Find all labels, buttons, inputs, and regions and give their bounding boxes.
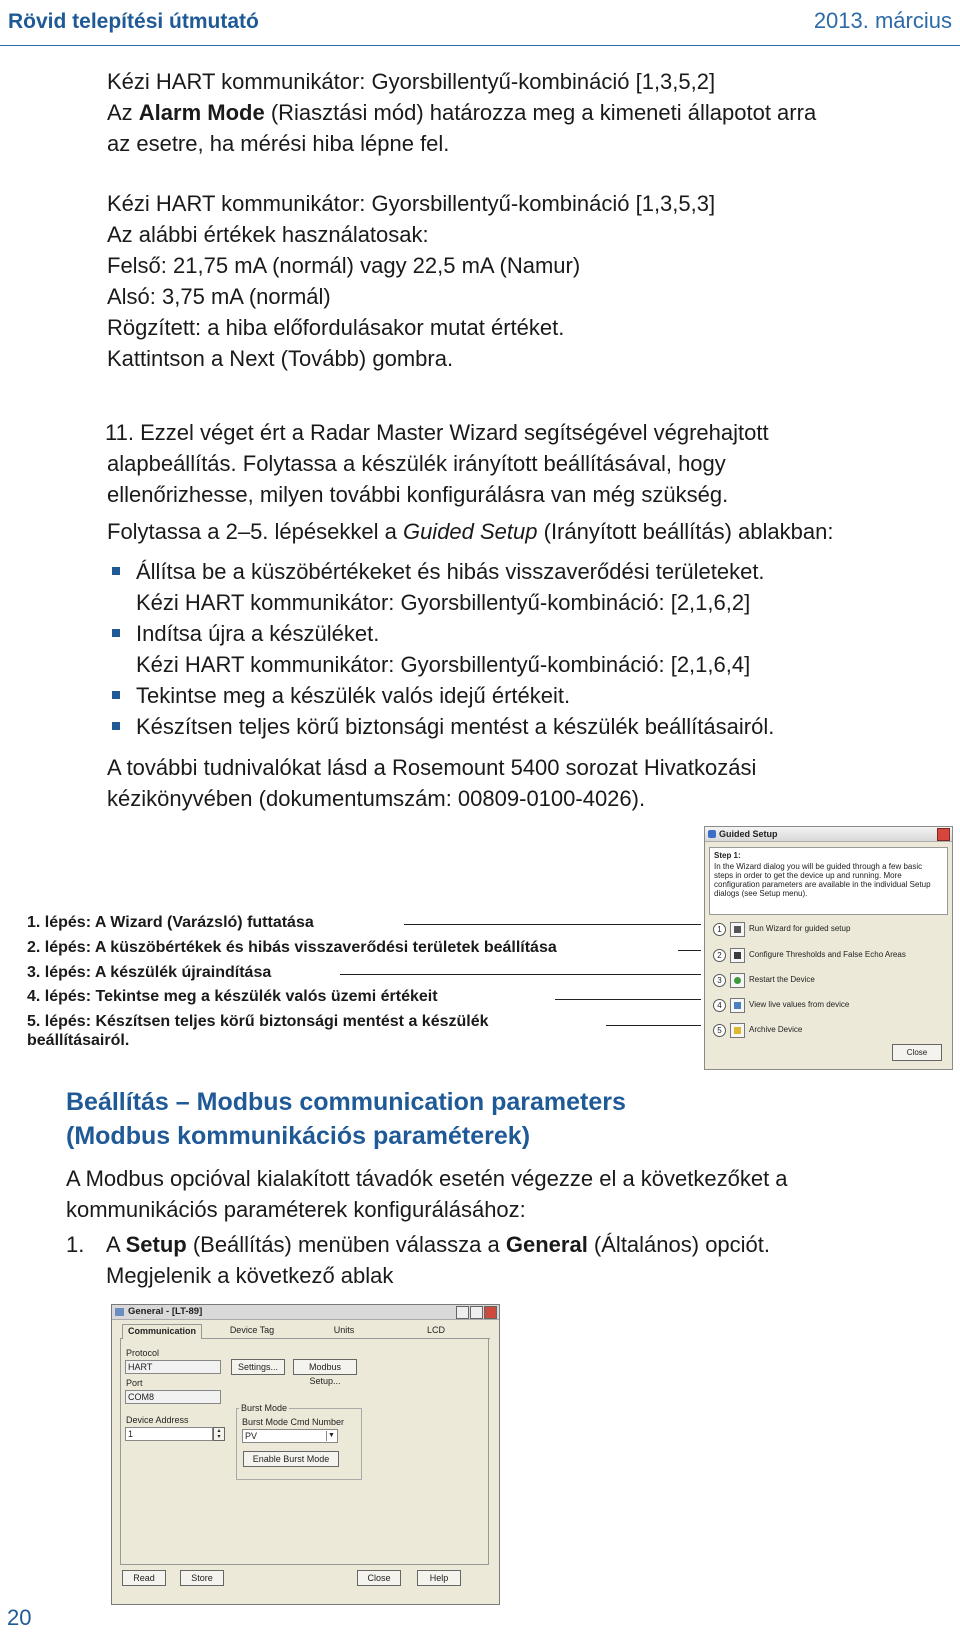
guided-row-1 bbox=[713, 922, 943, 938]
tab-communication[interactable]: Communication bbox=[122, 1324, 202, 1339]
step-label-5-line2: beállításairól. bbox=[27, 1032, 130, 1049]
header-rule bbox=[0, 45, 960, 46]
step-number-badge: 5 bbox=[713, 1024, 726, 1037]
app-icon bbox=[708, 830, 716, 838]
close-icon[interactable] bbox=[937, 828, 950, 841]
close-icon[interactable] bbox=[484, 1306, 497, 1319]
protocol-label: Protocol bbox=[126, 1348, 160, 1358]
bullet-4: Készítsen teljes körű biztonsági mentést a készülék beállításairól. bbox=[112, 711, 952, 742]
window-icon bbox=[115, 1308, 124, 1316]
address-spinner-icon[interactable]: ▴ ▾ bbox=[213, 1427, 225, 1441]
bullet-1-sub: Kézi HART kommunikátor: Gyorsbillentyű-kombináció: [2,1,6,2] bbox=[136, 590, 751, 615]
bullet-square-icon bbox=[112, 629, 120, 637]
restart-device-button[interactable] bbox=[730, 973, 745, 988]
p1-line1: Kézi HART kommunikátor: Gyorsbillentyű-kombináció [1,3,5,2] bbox=[107, 69, 716, 94]
step-label-4: 4. lépés: Tekintse meg a készülék valós üzemi értékeit bbox=[27, 988, 438, 1005]
guided-setup-description-panel bbox=[709, 847, 948, 915]
general-window bbox=[111, 1304, 500, 1605]
guided-setup-title: Guided Setup bbox=[719, 829, 778, 839]
section-step-1-line2: Megjelenik a következő ablak bbox=[106, 1263, 394, 1288]
general-titlebar bbox=[112, 1305, 499, 1320]
step11-line3: ellenőrizhesse, milyen további konfigurálásra van még szükség. bbox=[107, 482, 729, 507]
section-step-1-line1: 1. A Setup (Beállítás) menüben válassza a General (Általános) opciót. bbox=[66, 1232, 771, 1257]
live-values-icon bbox=[734, 1002, 741, 1009]
bullet-2-sub: Kézi HART kommunikátor: Gyorsbillentyű-kombináció: [2,1,6,4] bbox=[136, 652, 751, 677]
guided-close-button[interactable]: Close bbox=[892, 1044, 942, 1061]
guided-setup-desc: In the Wizard dialog you will be guided through a few basic steps in order to get the device up and running. More configuration parameters are available in the individual Setup dialogs (see Setup menu). bbox=[714, 862, 931, 898]
section-intro-line1: A Modbus opcióval kialakított távadók esetén végezze el a következőket a bbox=[66, 1166, 788, 1191]
view-live-values-button[interactable] bbox=[730, 998, 745, 1013]
settings-button[interactable]: Settings... bbox=[231, 1359, 285, 1375]
bullet-square-icon bbox=[112, 691, 120, 699]
guided-row-label: Run Wizard for guided setup bbox=[749, 924, 851, 933]
store-button[interactable]: Store bbox=[180, 1570, 224, 1586]
guided-row-5 bbox=[713, 1023, 943, 1039]
leader-line-5 bbox=[606, 1025, 701, 1026]
leader-line-2 bbox=[678, 950, 701, 951]
guided-row-4 bbox=[713, 998, 943, 1014]
section-intro bbox=[66, 1163, 946, 1225]
thresholds-icon bbox=[734, 952, 741, 959]
section-intro-line2: kommunikációs paraméterek konfigurálásához: bbox=[66, 1197, 526, 1222]
p2-line6: Kattintson a Next (Tovább) gombra. bbox=[107, 346, 454, 371]
section-step-1 bbox=[66, 1229, 946, 1291]
step-number-badge: 3 bbox=[713, 974, 726, 987]
p2-line3: Felső: 21,75 mA (normál) vagy 22,5 mA (Namur) bbox=[107, 253, 581, 278]
leader-line-4 bbox=[555, 999, 701, 1000]
general-title: General - [LT-89] bbox=[128, 1306, 203, 1317]
close-button[interactable]: Close bbox=[357, 1570, 401, 1586]
paragraph-alarm-values bbox=[107, 188, 952, 374]
reference-note bbox=[107, 752, 952, 814]
guided-setup-step: Step 1: bbox=[714, 851, 741, 860]
wizard-icon bbox=[734, 926, 741, 933]
step11-continue: Folytassa a 2–5. lépésekkel a Guided Setup (Irányított beállítás) ablakban: bbox=[107, 519, 834, 544]
port-field: COM8 bbox=[125, 1390, 221, 1404]
leader-line-1 bbox=[404, 924, 701, 925]
burst-mode-group bbox=[236, 1403, 362, 1480]
bullet-list bbox=[112, 556, 952, 742]
step-label-5 bbox=[27, 1012, 489, 1050]
guided-row-label: Configure Thresholds and False Echo Areas bbox=[749, 950, 906, 959]
p1-line2: Az Alarm Mode (Riasztási mód) határozza meg a kimeneti állapotot arra bbox=[107, 100, 817, 125]
step-label-3: 3. lépés: A készülék újraindítása bbox=[27, 964, 272, 981]
step11-line2: alapbeállítás. Folytassa a készülék irányított beállításával, hogy bbox=[107, 451, 726, 476]
guided-setup-window bbox=[704, 826, 953, 1070]
burst-mode-group-label: Burst Mode bbox=[241, 1403, 288, 1413]
archive-icon bbox=[734, 1027, 741, 1034]
ref-line1: A további tudnivalókat lásd a Rosemount 5400 sorozat Hivatkozási bbox=[107, 755, 757, 780]
communication-panel bbox=[120, 1338, 489, 1565]
step-label-5-line1: 5. lépés: Készítsen teljes körű biztonsági mentést a készülék bbox=[27, 1013, 489, 1030]
header-title: Rövid telepítési útmutató bbox=[8, 10, 259, 33]
chevron-down-icon[interactable]: ▼ bbox=[326, 1431, 336, 1441]
header-date: 2013. március bbox=[813, 8, 952, 33]
section-title-line2: (Modbus kommunikációs paraméterek) bbox=[66, 1122, 531, 1150]
run-wizard-button[interactable] bbox=[730, 922, 745, 937]
guided-setup-titlebar bbox=[705, 827, 952, 842]
tab-lcd[interactable]: LCD bbox=[426, 1325, 445, 1335]
paragraph-alarm-mode bbox=[107, 66, 952, 159]
page-number: 20 bbox=[7, 1605, 32, 1630]
step-label-1: 1. lépés: A Wizard (Varázsló) futtatása bbox=[27, 914, 314, 931]
burst-cmd-select[interactable]: PV ▼ bbox=[242, 1429, 338, 1443]
bullet-3: Tekintse meg a készülék valós idejű értékeit. bbox=[112, 680, 952, 711]
guided-row-label: View live values from device bbox=[749, 1000, 850, 1009]
step11-line1: 11. Ezzel véget ért a Radar Master Wizard segítségével végrehajtott bbox=[105, 420, 769, 445]
guided-row-2 bbox=[713, 948, 943, 964]
guided-row-label: Archive Device bbox=[749, 1025, 803, 1034]
ref-line2: kézikönyvében (dokumentumszám: 00809-0100-4026). bbox=[107, 786, 646, 811]
p2-line5: Rögzített: a hiba előfordulásakor mutat értéket. bbox=[107, 315, 565, 340]
step-11 bbox=[107, 417, 952, 547]
archive-device-button[interactable] bbox=[730, 1023, 745, 1038]
tab-device-tag[interactable]: Device Tag bbox=[229, 1325, 275, 1335]
bullet-square-icon bbox=[112, 567, 120, 575]
step-label-2: 2. lépés: A küszöbértékek és hibás visszaverődési területek beállítása bbox=[27, 939, 557, 956]
step-number-badge: 2 bbox=[713, 949, 726, 962]
device-address-field[interactable]: 1 bbox=[125, 1427, 213, 1441]
restart-icon bbox=[734, 977, 741, 984]
minimize-icon[interactable] bbox=[456, 1306, 469, 1319]
step-number-badge: 4 bbox=[713, 999, 726, 1012]
p2-line2: Az alábbi értékek használatosak: bbox=[107, 222, 429, 247]
port-label: Port bbox=[126, 1378, 143, 1388]
tab-units[interactable]: Units bbox=[333, 1325, 355, 1335]
bullet-2: Indítsa újra a készüléket. bbox=[112, 618, 952, 649]
enable-burst-mode-button[interactable]: Enable Burst Mode bbox=[243, 1451, 339, 1467]
bullet-square-icon bbox=[112, 722, 120, 730]
p2-line1: Kézi HART kommunikátor: Gyorsbillentyű-kombináció [1,3,5,3] bbox=[107, 191, 716, 216]
modbus-setup-button[interactable]: Modbus Setup... bbox=[293, 1359, 357, 1375]
step-number-badge: 1 bbox=[713, 923, 726, 936]
p2-line4: Alsó: 3,75 mA (normál) bbox=[107, 284, 331, 309]
maximize-icon[interactable] bbox=[470, 1306, 483, 1319]
protocol-field: HART bbox=[125, 1360, 221, 1374]
p1-line3: az esetre, ha mérési hiba lépne fel. bbox=[107, 131, 450, 156]
section-title-line1: Beállítás – Modbus communication parameters bbox=[66, 1088, 626, 1116]
leader-line-3 bbox=[340, 974, 701, 975]
bullet-1: Állítsa be a küszöbértékeket és hibás visszaverődési területeket. bbox=[112, 556, 952, 587]
help-button[interactable]: Help bbox=[417, 1570, 461, 1586]
burst-cmd-label: Burst Mode Cmd Number bbox=[242, 1417, 345, 1427]
general-tabs bbox=[120, 1324, 490, 1339]
configure-thresholds-button[interactable] bbox=[730, 948, 745, 963]
section-title bbox=[66, 1085, 626, 1153]
device-address-label: Device Address bbox=[126, 1415, 189, 1425]
guided-row-3 bbox=[713, 973, 943, 989]
guided-row-label: Restart the Device bbox=[749, 975, 815, 984]
read-button[interactable]: Read bbox=[122, 1570, 166, 1586]
